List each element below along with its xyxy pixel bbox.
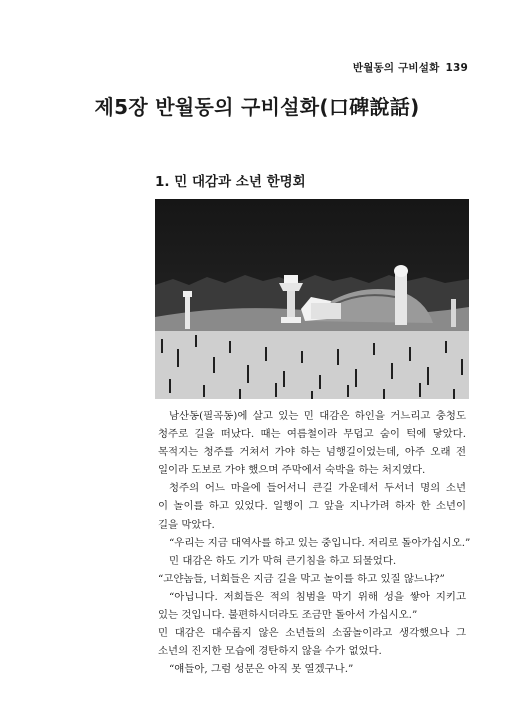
body-line: “얘들아, 그럼 성문은 아직 못 열겠구나.” [169,663,354,676]
body-line: 민 대감은 대수롭지 않은 소년들의 소꿉놀이라고 생각했으나 그 [158,627,466,640]
running-head [353,60,468,75]
body-line: 있는 것입니다. 불편하시더라도 조금만 돌아서 가십시오.” [158,609,418,622]
page-number: 139 [445,62,468,74]
body-line: 목적지는 청주를 거쳐서 가야 하는 넘행길이었는데, 아주 오래 전 [158,446,466,459]
body-line: 청주의 어느 마을에 들어서니 큰길 가운데서 두서너 명의 소년 [169,482,466,495]
body-line: 민 대감은 하도 기가 막혀 큰기침을 하고 되물었다. [169,554,397,567]
body-line: 소년의 진지한 모습에 경탄하지 않을 수가 없었다. [158,645,382,658]
photo-tomb-landscape [155,199,469,399]
body-line: 이 놀이를 하고 있었다. 일행이 그 앞을 지나가려 하자 한 소년이 [158,500,466,513]
body-line: 일이라 도보로 가야 했으며 주막에서 숙박을 하는 처지였다. [158,464,426,477]
body-line: “고얀놈들, 너희들은 지금 길을 막고 놀이를 하고 있질 않느냐?” [158,572,445,585]
running-title: 반월동의 구비설화 [352,62,440,74]
body-line: 남산동(필곡동)에 살고 있는 민 대감은 하인을 거느리고 충청도 [169,410,466,422]
body-line: “아닙니다. 저희들은 적의 침범을 막기 위해 성을 쌓아 지키고 [169,590,466,603]
body-line: 길을 막았다. [158,518,215,531]
chapter-title: 제5장 반월동의 구비설화(口碑說話) [94,95,420,119]
body-text [158,407,471,678]
body-line: 청주로 길을 떠났다. 때는 여름철이라 무덥고 숨이 턱에 닿았다. [158,428,466,441]
body-line: “우리는 지금 대역사를 하고 있는 중입니다. 저리로 돌아가십시오.” [169,536,471,549]
section-title: 1. 민 대감과 소년 한명회 [155,174,306,190]
